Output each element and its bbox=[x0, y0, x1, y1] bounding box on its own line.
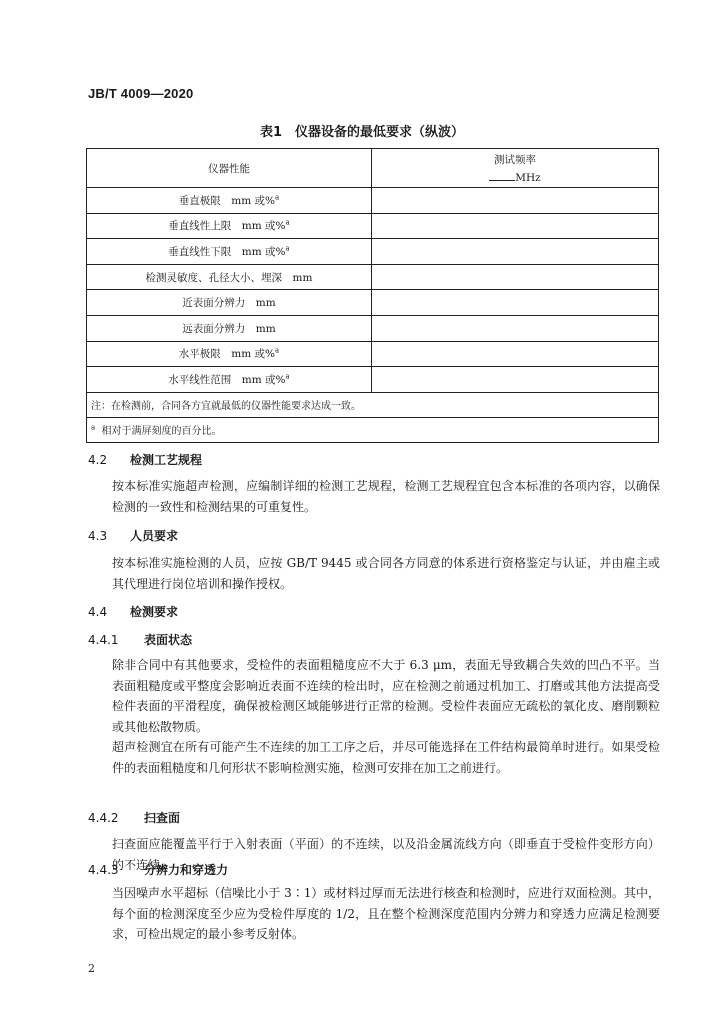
row-value bbox=[372, 341, 659, 367]
section-heading-4-4-3: 4.4.3 分辨力和穿透力 bbox=[88, 863, 229, 877]
requirements-table bbox=[86, 148, 659, 443]
section-heading-4-4: 4.4 检测要求 bbox=[88, 605, 179, 619]
row-label: 远表面分辨力 mm bbox=[87, 315, 372, 341]
section-text-4-4-2: 扫查面应能覆盖平行于入射表面（平面）的不连续，以及沿金属流线方向（即垂直于受检件变形方向）的不连续。 bbox=[112, 837, 660, 872]
frequency-unit: MHz bbox=[376, 171, 654, 184]
section-text-4-2: 按本标准实施超声检测，应编制详细的检测工艺规程，检测工艺规程宜包含本标准的各项内容，以确保检测的一致性和检测结果的可重复性。 bbox=[112, 479, 660, 514]
table-row bbox=[87, 188, 659, 214]
table-note-row bbox=[87, 392, 659, 417]
table-footnote-row bbox=[87, 417, 659, 442]
section-text-4-4-3: 当因噪声水平超标（信噪比小于 3∶1）或材料过厚而无法进行核查和检测时，应进行双面检测。其中，每个面的检测深度至少应为受检件厚度的 1/2，且在整个检测深度范围内分辨力和穿透力应满足检测要求，可检出规定的最小参考反射体。 bbox=[112, 886, 660, 941]
frequency-label: 测试频率 bbox=[494, 154, 536, 166]
row-label: 近表面分辨力 mm bbox=[87, 290, 372, 316]
row-value bbox=[372, 290, 659, 316]
surface-para-2: 超声检测宜在所有可能产生不连续的加工工序之后，并尽可能选择在工件结构最简单时进行。如果受检件的表面粗糙度和几何形状不影响检测实施，检测可安排在加工之前进行。 bbox=[112, 740, 660, 775]
row-value bbox=[372, 239, 659, 265]
table-note: 注：在检测前，合同各方宜就最低的仪器性能要求达成一致。 bbox=[87, 392, 659, 417]
table-title: 表1 仪器设备的最低要求（纵波） bbox=[259, 125, 465, 140]
row-label: 水平线性范围 mm 或%$^a$ bbox=[87, 367, 372, 393]
row-value bbox=[372, 367, 659, 393]
row-value bbox=[372, 188, 659, 214]
section-heading-4-3: 4.3 人员要求 bbox=[88, 529, 179, 543]
section-text-4-3: 按本标准实施检测的人员，应按 GB/T 9445 或合同各方同意的体系进行资格鉴定与认证，并由雇主或其代理进行岗位培训和操作授权。 bbox=[112, 556, 660, 591]
row-value bbox=[372, 213, 659, 239]
table-row bbox=[87, 315, 659, 341]
row-label: 垂直线性上限 mm 或%$^a$ bbox=[87, 213, 372, 239]
table-row bbox=[87, 239, 659, 265]
section-heading-4-2: 4.2 检测工艺规程 bbox=[88, 453, 203, 467]
row-label: 水平极限 mm 或%$^a$ bbox=[87, 341, 372, 367]
table-footnote: $^a$ 相对于满屏刻度的百分比。 bbox=[87, 417, 659, 442]
table-header-row bbox=[87, 149, 659, 188]
standard-id: JB/T 4009—2020 bbox=[88, 86, 194, 101]
table-row bbox=[87, 290, 659, 316]
row-value bbox=[372, 315, 659, 341]
col-header-instrument: 仪器性能 bbox=[87, 149, 372, 188]
surface-para-1: 除非合同中有其他要求，受检件的表面粗糙度应不大于 6.3 μm，表面无导致耦合失效的凹凸不平。当表面粗糙度或平整度会影响近表面不连续的检出时，应在检测之前通过机加工、打磨或其他方法提高受检件表面的平滑程度，确保被检测区域能够进行正常的检测。受检件表面应无疏松的氧化皮、磨削颗粒或其他松散物质。 bbox=[112, 658, 660, 734]
table-row bbox=[87, 341, 659, 367]
table-row bbox=[87, 213, 659, 239]
section-heading-4-4-2: 4.4.2 扫查面 bbox=[88, 811, 181, 825]
section-heading-4-4-1: 4.4.1 表面状态 bbox=[88, 633, 193, 647]
section-text-4-4-1 bbox=[88, 655, 660, 778]
row-label: 检测灵敏度、孔径大小、埋深 mm bbox=[87, 264, 372, 290]
row-value bbox=[372, 264, 659, 290]
col-header-frequency bbox=[372, 149, 659, 188]
row-label: 垂直线性下限 mm 或%$^a$ bbox=[87, 239, 372, 265]
table-row bbox=[87, 264, 659, 290]
page-number: 2 bbox=[88, 962, 95, 975]
row-label: 垂直极限 mm 或%$^a$ bbox=[87, 188, 372, 214]
table-row bbox=[87, 367, 659, 393]
